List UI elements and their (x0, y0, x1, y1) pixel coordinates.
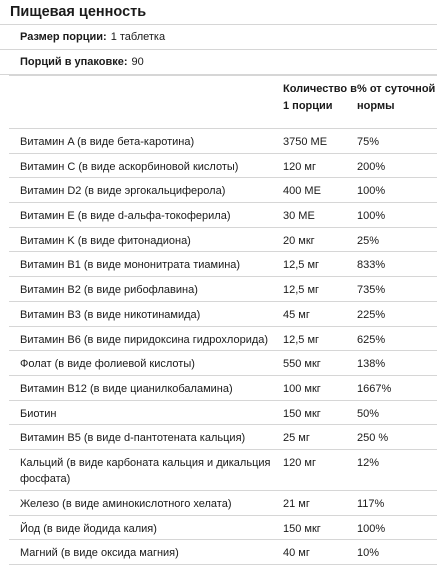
nutrient-amount: 12,5 мг (283, 326, 357, 351)
serving-size-row (0, 25, 437, 50)
nutrient-daily-value: 100% (357, 203, 437, 228)
nutrition-table (9, 75, 437, 565)
table-row (9, 301, 437, 326)
table-row (9, 515, 437, 540)
nutrient-daily-value: 625% (357, 326, 437, 351)
nutrient-name: Витамин B5 (в виде d-пантотената кальция) (9, 425, 283, 450)
nutrient-name: Кальций (в виде карбоната кальция и дикальция фосфата) (9, 449, 283, 490)
nutrient-name: Магний (в виде оксида магния) (9, 540, 283, 565)
servings-per-container-row (0, 50, 437, 75)
header-amount: Количество в 1 порции (283, 76, 357, 129)
table-row (9, 425, 437, 450)
table-row (9, 540, 437, 565)
nutrient-amount: 20 мкг (283, 227, 357, 252)
nutrient-name: Фолат (в виде фолиевой кислоты) (9, 351, 283, 376)
nutrient-amount: 12,5 мг (283, 277, 357, 302)
servings-per-container-value: 90 (131, 56, 144, 68)
table-row (9, 252, 437, 277)
nutrient-name: Витамин A (в виде бета-каротина) (9, 129, 283, 154)
nutrient-daily-value: 12% (357, 449, 437, 490)
table-row (9, 153, 437, 178)
table-header-row (9, 76, 437, 129)
servings-per-container-label: Порций в упаковке: (20, 56, 128, 68)
nutrient-daily-value: 138% (357, 351, 437, 376)
nutrient-amount: 40 мг (283, 540, 357, 565)
table-row (9, 178, 437, 203)
table-row (9, 326, 437, 351)
table-row (9, 490, 437, 515)
nutrient-name: Витамин K (в виде фитонадиона) (9, 227, 283, 252)
nutrient-daily-value: 1667% (357, 375, 437, 400)
header-daily-value: % от суточной нормы (357, 76, 437, 129)
nutrient-daily-value: 833% (357, 252, 437, 277)
table-row (9, 449, 437, 490)
nutrient-amount: 120 мг (283, 153, 357, 178)
table-row (9, 375, 437, 400)
nutrient-amount: 3750 МЕ (283, 129, 357, 154)
nutrient-amount: 25 мг (283, 425, 357, 450)
nutrient-daily-value: 50% (357, 400, 437, 425)
nutrient-daily-value: 250 % (357, 425, 437, 450)
nutrient-amount: 30 МЕ (283, 203, 357, 228)
nutrient-amount: 400 МЕ (283, 178, 357, 203)
nutrient-amount: 120 мг (283, 449, 357, 490)
nutrient-name: Витамин B12 (в виде цианилкобаламина) (9, 375, 283, 400)
table-row (9, 400, 437, 425)
nutrient-daily-value: 75% (357, 129, 437, 154)
table-row (9, 227, 437, 252)
nutrient-amount: 21 мг (283, 490, 357, 515)
nutrient-name: Витамин B6 (в виде пиридоксина гидрохлорида) (9, 326, 283, 351)
serving-size-label: Размер порции: (20, 31, 107, 43)
nutrient-name: Витамин D2 (в виде эргокальциферола) (9, 178, 283, 203)
nutrient-name: Витамин E (в виде d-альфа-токоферила) (9, 203, 283, 228)
nutrient-name: Биотин (9, 400, 283, 425)
page-title: Пищевая ценность (0, 0, 437, 25)
table-row (9, 129, 437, 154)
nutrient-name: Витамин B2 (в виде рибофлавина) (9, 277, 283, 302)
nutrient-amount: 150 мкг (283, 515, 357, 540)
table-row (9, 351, 437, 376)
nutrient-amount: 100 мкг (283, 375, 357, 400)
table-row (9, 203, 437, 228)
header-name (9, 76, 283, 129)
nutrient-daily-value: 200% (357, 153, 437, 178)
nutrient-name: Витамин B3 (в виде никотинамида) (9, 301, 283, 326)
nutrient-daily-value: 100% (357, 178, 437, 203)
nutrient-name: Железо (в виде аминокислотного хелата) (9, 490, 283, 515)
nutrient-amount: 12,5 мг (283, 252, 357, 277)
nutrient-amount: 45 мг (283, 301, 357, 326)
nutrient-daily-value: 225% (357, 301, 437, 326)
nutrient-daily-value: 117% (357, 490, 437, 515)
nutrient-amount: 150 мкг (283, 400, 357, 425)
serving-size-value: 1 таблетка (110, 31, 166, 43)
nutrient-daily-value: 25% (357, 227, 437, 252)
nutrient-name: Витамин C (в виде аскорбиновой кислоты) (9, 153, 283, 178)
table-row (9, 277, 437, 302)
nutrient-amount: 550 мкг (283, 351, 357, 376)
nutrient-name: Витамин B1 (в виде мононитрата тиамина) (9, 252, 283, 277)
nutrient-daily-value: 100% (357, 515, 437, 540)
nutrient-daily-value: 10% (357, 540, 437, 565)
nutrient-daily-value: 735% (357, 277, 437, 302)
nutrient-name: Йод (в виде йодида калия) (9, 515, 283, 540)
